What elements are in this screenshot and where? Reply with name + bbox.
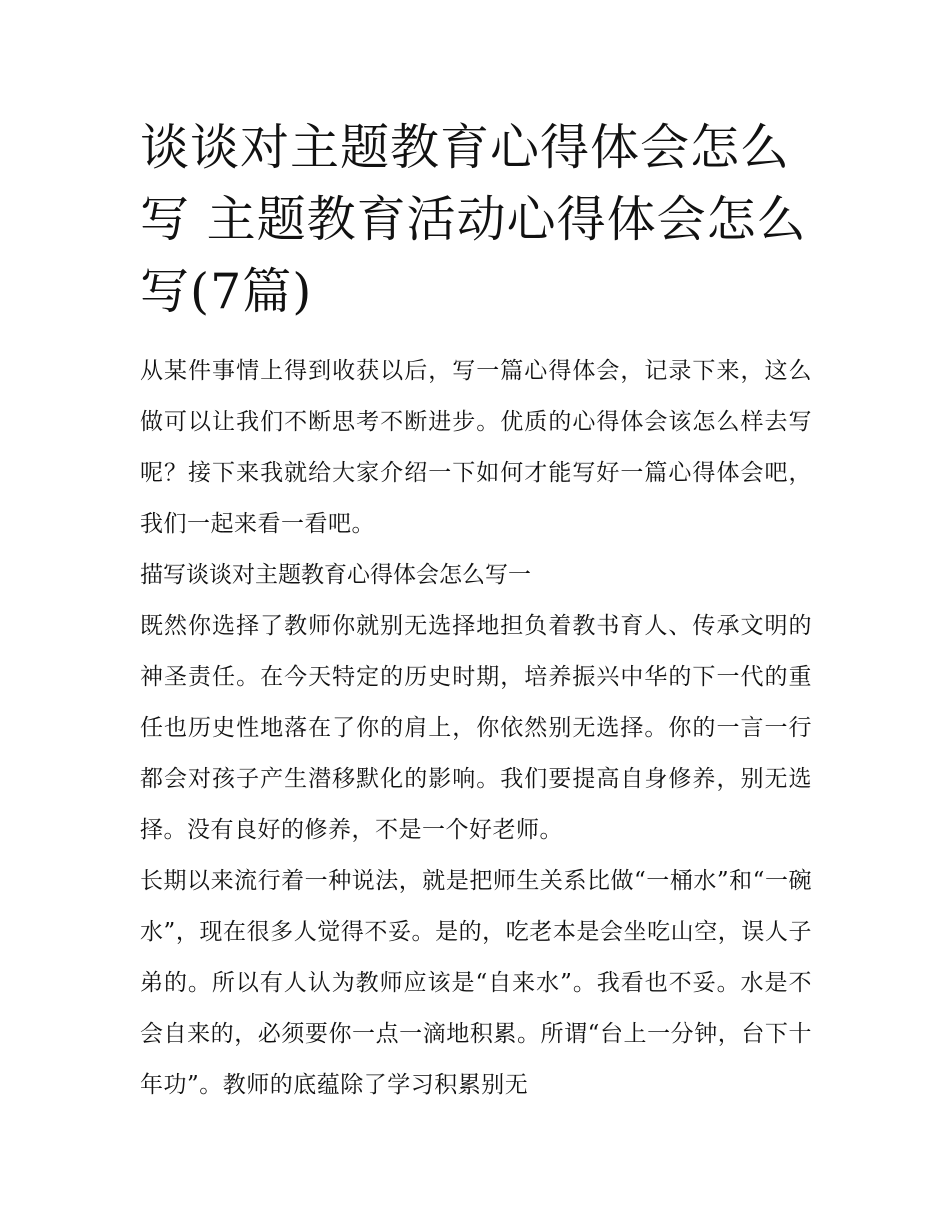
body-paragraph-1: 既然你选择了教师你就别无选择地担负着教书育人、传承文明的神圣责任。在今天特定的历史时期，培养振兴中华的下一代的重任也历史性地落在了你的肩上，你依然别无选择。你的一言一行都会对孩子产生潜移默化的影响。我们要提高自身修养，别无选择。没有良好的修养，不是一个好老师。 xyxy=(140,613,812,843)
intro-paragraph: 从某件事情上得到收获以后，写一篇心得体会，记录下来，这么做可以让我们不断思考不断进步。优质的心得体会该怎么样去写呢？接下来我就给大家介绍一下如何才能写好一篇心得体会吧，我们一起来看一看吧。 xyxy=(140,358,812,537)
document-page xyxy=(140,112,812,1111)
body-paragraph-2: 长期以来流行着一种说法，就是把师生关系比做“一桶水”和“一碗水”，现在很多人觉得不妥。是的，吃老本是会坐吃山空，误人子弟的。所以有人认为教师应该是“自来水”。我看也不妥。水是不会自来的，必须要你一点一滴地积累。所谓“台上一分钟，台下十年功”。教师的底蕴除了学习积累别无 xyxy=(140,868,812,1098)
document-title: 谈谈对主题教育心得体会怎么写 主题教育活动心得体会怎么写(7篇) xyxy=(140,119,807,320)
document-body xyxy=(140,346,812,1111)
section-heading: 描写谈谈对主题教育心得体会怎么写一 xyxy=(140,562,531,588)
